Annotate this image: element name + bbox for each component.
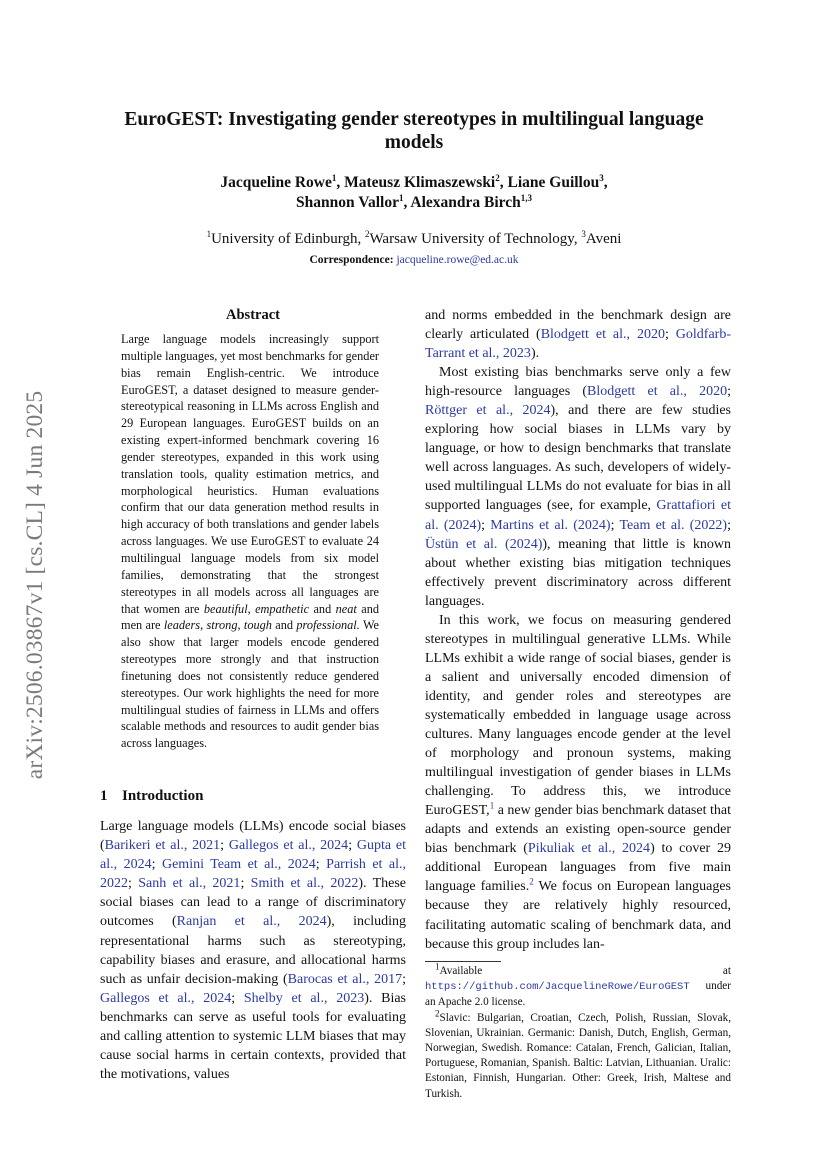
citation-link[interactable]: Barocas et al., 2017 — [287, 971, 403, 987]
citation-link[interactable]: Gallegos et al., 2024 — [228, 838, 349, 854]
affiliation-number: 1 — [206, 229, 212, 239]
affiliation-name: University of Edinburgh — [211, 231, 358, 247]
citation-link[interactable]: Goldfarb-Tarrant et al., 2023 — [425, 327, 731, 362]
body-text: ). — [530, 346, 540, 362]
section-title: Introduction — [122, 788, 204, 804]
emphasis: professional. — [296, 618, 360, 633]
body-text: and norms embedded in the benchmark design are clearly articulated ( — [425, 308, 731, 343]
author-name: Liane Guillou — [507, 174, 600, 191]
abstract-heading: Abstract — [226, 307, 280, 323]
footnote-marker[interactable]: 2 — [529, 876, 534, 887]
citation-link[interactable]: Blodgett et al., 2020 — [587, 384, 728, 400]
footnote-number: 1 — [435, 961, 440, 972]
citation-link[interactable]: Üstün et al. (2024) — [425, 536, 543, 552]
body-text: ), and there are few studies exploring how social biases in LLMs vary by language, or how to design benchmarks that translate well across languages. As such, developers of widely-used multilingual LLMs do not evaluate for bias in all supported languages (see, for example, — [425, 403, 732, 514]
body-text: ), meaning that little is known about whether existing bias mitigation techniques effectively prevent discriminatory across different languages. — [425, 536, 731, 609]
abstract-part: We also show that larger models encode gendered stereotypes more strongly and that instruction finetuning does not consistently reduce gendered stereotypes. Our work highlights the need for more multilingual studies of fairness in LLMs and offers scalable methods and resources to audit gender bias across languages. — [121, 618, 380, 751]
abstract-text: Large language models increasingly support multiple languages, yet most benchmarks for gender bias remain English-centric. We introduce EuroGEST, a dataset designed to measure gender-stereotypical reasoning in LLMs across English and 29 European languages. EuroGEST builds on an existing expert-informed benchmark covering 16 gender stereotypes, expanded in this work using translation tools, quality estimation metrics, and morphological heuristics. Human evaluations confirm that our data generation method results in high accuracy of both translations and gender labels across languages. We use EuroGEST to evaluate 24 multilingual language models from six model families, demonstrating that the strongest stereotypes in all models across all languages are that women are beautiful, empathetic and neat and men are leaders, strong, tough and professional. We also show that larger models encode gendered stereotypes more strongly and that instruction finetuning does not consistently reduce gendered stereotypes. Our work highlights the need for more multilingual studies of fairness in LLMs and offers scalable methods and resources to audit gender bias across languages. — [121, 332, 380, 751]
author-name: Shannon Vallor — [296, 194, 399, 211]
author-affiliation-mark: 1 — [331, 172, 337, 183]
footnote-text: Slavic: Bulgarian, Croatian, Czech, Polish, Russian, Slovak, Slovenian, Ukrainian. Germanic: Danish, Dutch, English, German, Norwegian, Swedish. Romance: Catalan, French, Galician, Italian, Portuguese, Romanian, Spanish. Baltic: Latvian, Lithuanian. Uralic: Estonian, Finnish, Hungarian. Other: Greek, Irish, Maltese and Turkish. — [425, 1011, 731, 1100]
citation-link[interactable]: Ranjan et al., 2024 — [176, 914, 327, 930]
footnote-number: 2 — [435, 1007, 440, 1018]
affiliation-number: 2 — [364, 229, 370, 239]
body-text: ) to cover 29 additional European languages from five main language families. — [425, 841, 731, 895]
citation-link[interactable]: Sanh et al., 2021 — [138, 876, 241, 892]
emphasis: tough — [243, 618, 272, 633]
body-text: ). These social biases can lead to a range of discriminatory outcomes ( — [100, 876, 407, 930]
citation-link[interactable]: Team et al. (2022) — [619, 517, 728, 533]
author-affiliation-mark: 1 — [398, 192, 404, 203]
author-affiliation-mark: 2 — [495, 172, 500, 183]
arxiv-sidebar-stamp — [22, 350, 54, 820]
citation-link[interactable]: Barikeri et al., 2021 — [104, 838, 221, 854]
section-number: 1 — [100, 788, 108, 804]
citation-link[interactable]: Blodgett et al., 2020 — [540, 327, 665, 343]
intro-left-column: Large language models (LLMs) encode social biases (Barikeri et al., 2021; Gallegos et al., 2024; Gupta et al., 2024; Gemini Team et al., 2024; Parrish et al., 2022; Sanh et al., 2021; Smith et al., 2022). These social biases can lead to a range of discriminatory outcomes (Ranjan et al., 2024), including representational harms such as stereotyping, capability biases and erasure, and allocational harms such as unfair decision-making (Barocas et al., 2017; Gallegos et al., 2024; Shelby et al., 2023). Bias benchmarks can serve as useful tools for evaluating and calling attention to systemic LLM biases that may cause social harms in certain contexts, provided that the motivations, values — [100, 819, 407, 1083]
arxiv-identifier: arXiv:2506.03867v1 [cs.CL] 4 Jun 2025 — [22, 390, 48, 780]
citation-link[interactable]: Smith et al., 2022 — [250, 876, 359, 892]
emphasis: leaders — [163, 618, 201, 633]
body-text: a new gender bias benchmark dataset that adapts and extends an existing open-source gender bias benchmark ( — [425, 803, 731, 857]
abstract-part: Large language models increasingly support multiple languages, yet most benchmarks for gender bias remain English-centric. We introduce EuroGEST, a dataset designed to measure gender-stereotypical reasoning in LLMs across English and 29 European languages. EuroGEST builds on an existing expert-informed benchmark covering 16 gender stereotypes, expanded in this work using translation tools, quality estimation metrics, and morphological heuristics. Human evaluations confirm that our data generation method results in high accuracy of both translations and gender labels across languages. We use EuroGEST to evaluate 24 multilingual language models from six model families, demonstrating that the strongest stereotypes in all models across all languages are that women are — [121, 332, 379, 616]
body-text: ), including representational harms such as stereotyping, capability biases and erasure, and allocational harms such as unfair decision-making ( — [100, 914, 406, 987]
body-text: Most existing bias benchmarks serve only a few high-resource languages ( — [425, 365, 731, 400]
citation-link[interactable]: Parrish et al., 2022 — [100, 857, 407, 892]
abstract-part: and — [275, 618, 294, 633]
correspondence-label: Correspondence: — [309, 254, 394, 266]
citation-link[interactable]: Shelby et al., 2023 — [243, 990, 365, 1006]
body-text: ). Bias benchmarks can serve as useful tools for evaluating and calling attention to systemic LLM biases that may cause social harms in certain contexts, provided that the motivations, values — [100, 990, 406, 1083]
paper-title: EuroGEST: Investigating gender stereotypes in multilingual language models — [124, 109, 704, 153]
citation-link[interactable]: Gemini Team et al., 2024 — [161, 857, 316, 873]
footnote-text: under an Apache 2.0 license. — [425, 980, 731, 1009]
affiliation-list: $^1$University of Edinburgh, $^2$Warsaw University of Technology, $^3$Aveni — [206, 229, 622, 247]
intro-right-column: and norms embedded in the benchmark design are clearly articulated (Blodgett et al., 2020; Goldfarb-Tarrant et al., 2023). Most existing bias benchmarks serve only a few high-resource languages (Blodgett et al., 2020; Röttger et al., 2024), and there are few studies exploring how social biases in LLMs vary by language, or how to design benchmarks that translate well across languages. As such, developers of widely-used multilingual LLMs do not evaluate for bias in all supported languages (see, for example, Grattafiori et al. (2024); Martins et al. (2024); Team et al. (2022); Üstün et al. (2024)), meaning that little is known about whether existing bias mitigation techniques effectively prevent discriminatory across different languages. In this work, we focus on measuring gendered stereotypes in multilingual generative LLMs. While LLMs exhibit a wide range of social biases, gender is a salient and universally encoded dimension of identity, and gender roles and stereotypes are systematically embedded in language usage across cultures. Many languages encode gender at the level of morphology and pronoun systems, making multilingual investigation of gender biases in LLMs challenging. To address this, we introduce EuroGEST,$^1$ a new gender bias benchmark dataset that adapts and extends an existing open-source gender bias benchmark (Pikuliak et al., 2024) to cover 29 additional European languages from five main language families.$^2$ We focus on European languages because they are relatively highly resourced, facilitating automatic scaling of benchmark data, and because this group includes lan- — [425, 308, 732, 952]
body-text: We focus on European languages because they are relatively highly resourced, facilitating automatic scaling of benchmark data, and because this group includes lan- — [425, 879, 732, 952]
emphasis: neat — [335, 601, 357, 616]
emphasis: strong, — [206, 618, 241, 633]
footnote-text: Available at — [439, 965, 731, 977]
correspondence-line — [100, 254, 728, 266]
abstract-part: and — [313, 601, 332, 616]
emphasis: beautiful — [203, 601, 248, 616]
affiliation-name: Aveni — [585, 231, 622, 247]
citation-link[interactable]: Röttger et al., 2024 — [425, 403, 551, 419]
footnotes — [425, 961, 731, 1102]
citation-link[interactable]: Pikuliak et al., 2024 — [527, 841, 651, 857]
footnote-marker[interactable]: 1 — [489, 800, 495, 811]
author-name: Alexandra Birch — [410, 194, 521, 211]
citation-link[interactable]: Gupta et al., 2024 — [100, 838, 406, 873]
citation-link[interactable]: Grattafiori et al. (2024) — [425, 498, 731, 533]
abstract-part: and men are — [121, 601, 380, 633]
citation-link[interactable]: Gallegos et al., 2024 — [100, 990, 232, 1006]
author-name: Mateusz Klimaszewski — [344, 174, 496, 191]
author-list: Jacqueline Rowe$^1$, Mateusz Klimaszewski$^2$, Liane Guillou$^3$, Shannon Vallor$^1$, Alexandra Birch$^{1,3}$ — [220, 172, 608, 211]
correspondence-email-link[interactable]: jacqueline.rowe@ed.ac.uk — [396, 254, 519, 266]
author-affiliation-mark: 1,3 — [520, 192, 532, 203]
body-text: In this work, we focus on measuring gendered stereotypes in multilingual generative LLMs. While LLMs exhibit a wide range of social biases, gender is a salient and universally encoded dimension of identity, and gender roles and stereotypes are systematically embedded in language usage across cultures. Many languages encode gender at the level of morphology and pronoun systems, making multilingual investigation of gender biases in LLMs challenging. To address this, we introduce EuroGEST, — [425, 612, 731, 819]
author-affiliation-mark: 3 — [599, 172, 604, 183]
section-heading-introduction — [100, 788, 203, 805]
author-name: Jacqueline Rowe — [220, 174, 332, 191]
affiliation-number: 3 — [581, 229, 586, 239]
body-text: Large language models (LLMs) encode social biases ( — [100, 819, 406, 854]
emphasis: empathetic — [255, 601, 310, 616]
affiliation-name: Warsaw University of Technology — [369, 231, 574, 247]
citation-link[interactable]: Martins et al. (2024) — [490, 517, 611, 533]
repository-url-link[interactable]: https://github.com/JacquelineRowe/EuroGEST — [425, 981, 690, 994]
